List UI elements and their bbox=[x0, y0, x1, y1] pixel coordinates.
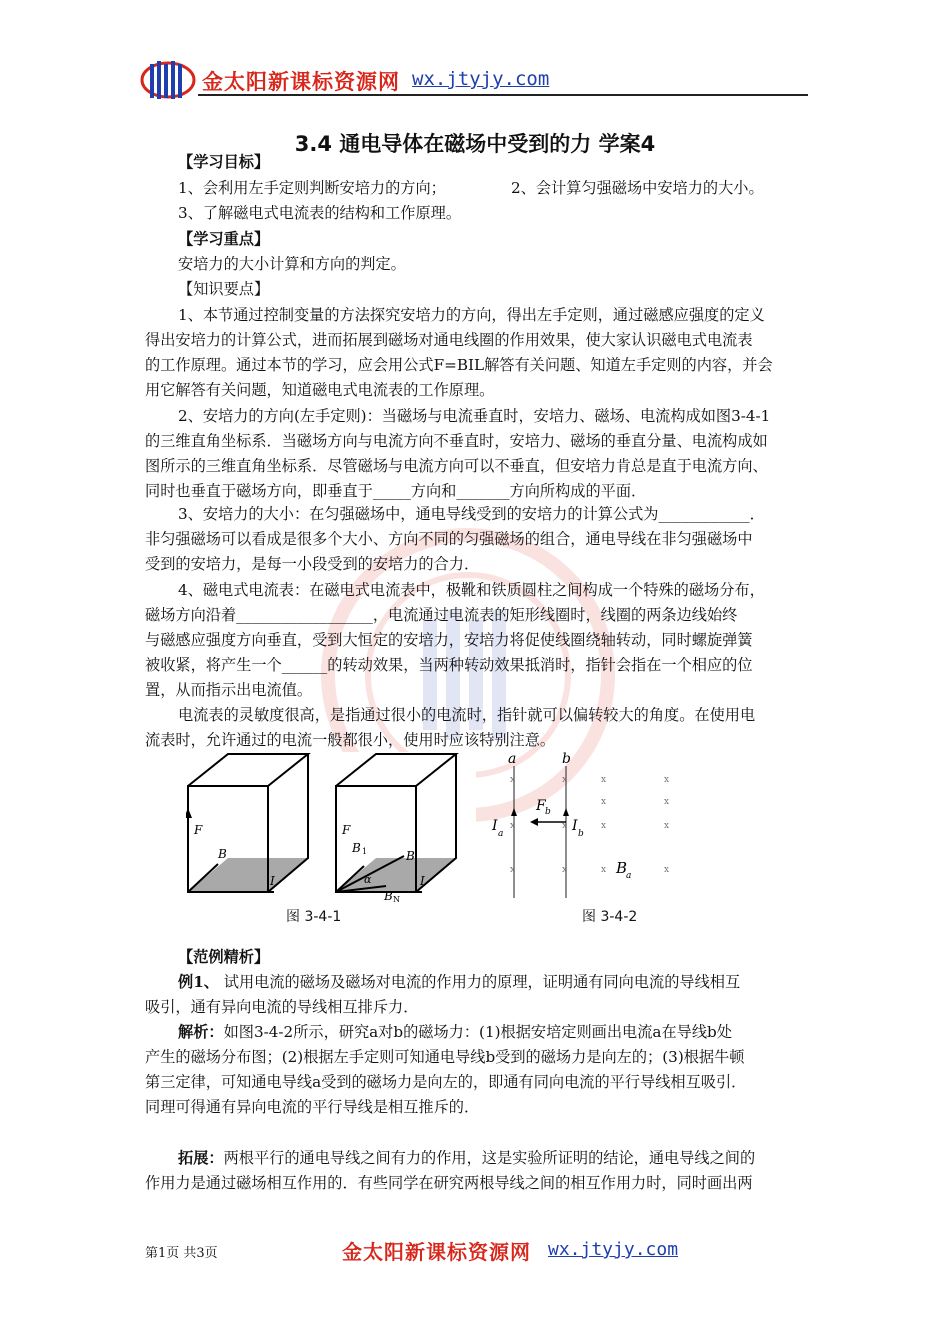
paragraph-line: 第三定律，可知通电导线a受到的磁场力是向左的，即通有同向电流的平行导线相互吸引． bbox=[145, 1073, 747, 1091]
field-x-mark: x bbox=[510, 775, 516, 785]
example-1-line bbox=[178, 972, 740, 992]
goals-heading: 【学习目标】 bbox=[178, 153, 270, 171]
paragraph-line: 被收紧，将产生一个______的转动效果，当两种转动效果抵消时，指针会指在一个相应的位 bbox=[145, 656, 753, 674]
header-site-link[interactable]: wx.jtyjy.com bbox=[412, 68, 550, 90]
footer-brand: 金太阳新课标资源网 bbox=[342, 1240, 531, 1264]
label-b: b bbox=[562, 752, 571, 767]
page-title: 3.4 通电导体在磁场中受到的力 学案4 bbox=[294, 132, 656, 156]
field-x-mark: x bbox=[601, 797, 607, 807]
goal-1: 1、会利用左手定则判断安培力的方向； bbox=[178, 179, 446, 197]
figure-caption-2: 图 3-4-2 bbox=[582, 909, 638, 925]
paragraph-line: 作用力是通过磁场相互作用的．有些同学在研究两根导线之间的相互作用力时，同时画出两 bbox=[145, 1174, 753, 1192]
field-x-mark: x bbox=[601, 821, 607, 831]
paragraph-line: 产生的磁场分布图；(2)根据左手定则可知通电导线b受到的磁场力是向左的；(3)根据牛顿 bbox=[145, 1048, 745, 1066]
paragraph-line: 磁场方向沿着__________________，电流通过电流表的矩形线圈时，线圈的两条边线始终 bbox=[145, 606, 738, 624]
label-alpha: α bbox=[364, 873, 372, 886]
extension-line bbox=[178, 1148, 755, 1168]
label-Ba-sub: a bbox=[626, 871, 632, 881]
figure-3-4-2 bbox=[486, 752, 676, 902]
label-Ib-sub: b bbox=[578, 829, 584, 839]
label-F: F bbox=[194, 823, 203, 837]
label-B1: B bbox=[352, 841, 361, 855]
label-Fb: F bbox=[536, 798, 546, 814]
paragraph-line: 图所示的三维直角坐标系．尽管磁场与电流方向可以不垂直，但安培力肯总是直于电流方向、 bbox=[145, 457, 768, 475]
paragraph-line: 置，从而指示出电流值。 bbox=[145, 681, 313, 699]
field-x-mark: x bbox=[510, 821, 516, 831]
field-x-mark: x bbox=[601, 775, 607, 785]
field-x-mark: x bbox=[664, 775, 670, 785]
figure-caption-1: 图 3-4-1 bbox=[286, 909, 342, 925]
label-B: B bbox=[218, 847, 227, 861]
paragraph-line: 同时也垂直于磁场方向，即垂直于_____方向和_______方向所构成的平面． bbox=[145, 482, 647, 500]
field-x-mark: x bbox=[510, 865, 516, 875]
field-x-mark: x bbox=[664, 865, 670, 875]
logo-icon bbox=[140, 58, 196, 102]
paragraph-line: 得出安培力的计算公式，进而拓展到磁场对通电线圈的作用效果，使大家认识磁电式电流表 bbox=[145, 331, 753, 349]
label-a: a bbox=[508, 752, 517, 767]
label-B: B bbox=[406, 849, 415, 863]
label-I: I bbox=[270, 874, 275, 888]
paragraph-line: 3、安培力的大小：在匀强磁场中，通电导线受到的安培力的计算公式为____________． bbox=[178, 505, 765, 523]
page-header bbox=[140, 58, 808, 104]
field-x-mark: x bbox=[601, 865, 607, 875]
label-F: F bbox=[342, 823, 351, 837]
paragraph-line: 4、磁电式电流表：在磁电式电流表中，极靴和铁质圆柱之间构成一个特殊的磁场分布， bbox=[178, 581, 765, 599]
example-1-label: 例1、 bbox=[178, 973, 219, 991]
focus-text: 安培力的大小计算和方向的判定。 bbox=[178, 255, 406, 273]
paragraph-line: 同理可得通有异向电流的平行导线是相互推斥的． bbox=[145, 1098, 480, 1116]
analysis-text: 如图3-4-2所示，研究a对b的磁场力：(1)根据安培定则画出电流a在导线b处 bbox=[223, 1023, 732, 1041]
paragraph-line: 电流表的灵敏度很高，是指通过很小的电流时，指针就可以偏转较大的角度。在使用电 bbox=[178, 706, 756, 724]
label-Fb-sub: b bbox=[545, 807, 551, 817]
goal-2: 2、会计算匀强磁场中安培力的大小。 bbox=[511, 179, 764, 197]
label-Ia: I bbox=[492, 818, 498, 834]
paragraph-line: 1、本节通过控制变量的方法探究安培力的方向，得出左手定则，通过磁感应强度的定义 bbox=[178, 306, 765, 324]
field-x-mark: x bbox=[664, 797, 670, 807]
label-B1-sub: 1 bbox=[362, 847, 368, 856]
paragraph-line: 的工作原理。通过本节的学习，应会用公式F=BIL解答有关问题、知道左手定则的内容，并会 bbox=[145, 356, 773, 374]
field-x-mark: x bbox=[562, 775, 568, 785]
label-Ba: B bbox=[616, 859, 628, 877]
examples-heading: 【范例精析】 bbox=[178, 948, 270, 966]
footer-site-link[interactable]: wx.jtyjy.com bbox=[548, 1239, 679, 1260]
field-x-mark: x bbox=[664, 821, 670, 831]
analysis-label: 解析： bbox=[178, 1023, 224, 1041]
label-BN-sub: N bbox=[393, 895, 400, 902]
label-Ib: I bbox=[572, 818, 578, 834]
points-heading: 【知识要点】 bbox=[178, 280, 270, 298]
extension-text: 两根平行的通电导线之间有力的作用，这是实验所证明的结论，通电导线之间的 bbox=[223, 1149, 756, 1167]
label-I: I bbox=[420, 874, 425, 888]
paragraph-line: 吸引，通有异向电流的导线相互排斥力． bbox=[145, 998, 419, 1016]
example-1-text: 试用电流的磁场及磁场对电流的作用力的原理，证明通有同向电流的导线相互 bbox=[218, 973, 741, 991]
paragraph-line: 流表时，允许通过的电流一般都很小，使用时应该特别注意。 bbox=[145, 731, 556, 749]
paragraph-line: 2、安培力的方向(左手定则)：当磁场与电流垂直时，安培力、磁场、电流构成如图3-4-1 bbox=[178, 407, 771, 425]
header-brand: 金太阳新课标资源网 bbox=[202, 69, 400, 94]
field-x-mark: x bbox=[562, 821, 568, 831]
analysis-line bbox=[178, 1022, 732, 1042]
field-x-mark: x bbox=[562, 865, 568, 875]
label-Ia-sub: a bbox=[498, 829, 504, 839]
header-rule bbox=[198, 94, 808, 96]
goal-3: 3、了解磁电式电流表的结构和工作原理。 bbox=[178, 204, 462, 222]
label-BN: B bbox=[384, 889, 393, 902]
paragraph-line: 受到的安培力，是每一小段受到的安培力的合力． bbox=[145, 555, 480, 573]
page-number: 第1页 共3页 bbox=[145, 1246, 218, 1261]
paragraph-line: 用它解答有关问题，知道磁电式电流表的工作原理。 bbox=[145, 381, 495, 399]
focus-heading: 【学习重点】 bbox=[178, 230, 270, 248]
figure-3-4-1 bbox=[186, 752, 476, 902]
paragraph-line: 非匀强磁场可以看成是很多个大小、方向不同的匀强磁场的组合，通电导线在非匀强磁场中 bbox=[145, 530, 753, 548]
paragraph-line: 与磁感应强度方向垂直，受到大恒定的安培力，安培力将促使线圈绕轴转动，同时螺旋弹簧 bbox=[145, 631, 753, 649]
extension-label: 拓展： bbox=[178, 1149, 224, 1167]
paragraph-line: 的三维直角坐标系．当磁场方向与电流方向不垂直时，安培力、磁场的垂直分量、电流构成如 bbox=[145, 432, 768, 450]
